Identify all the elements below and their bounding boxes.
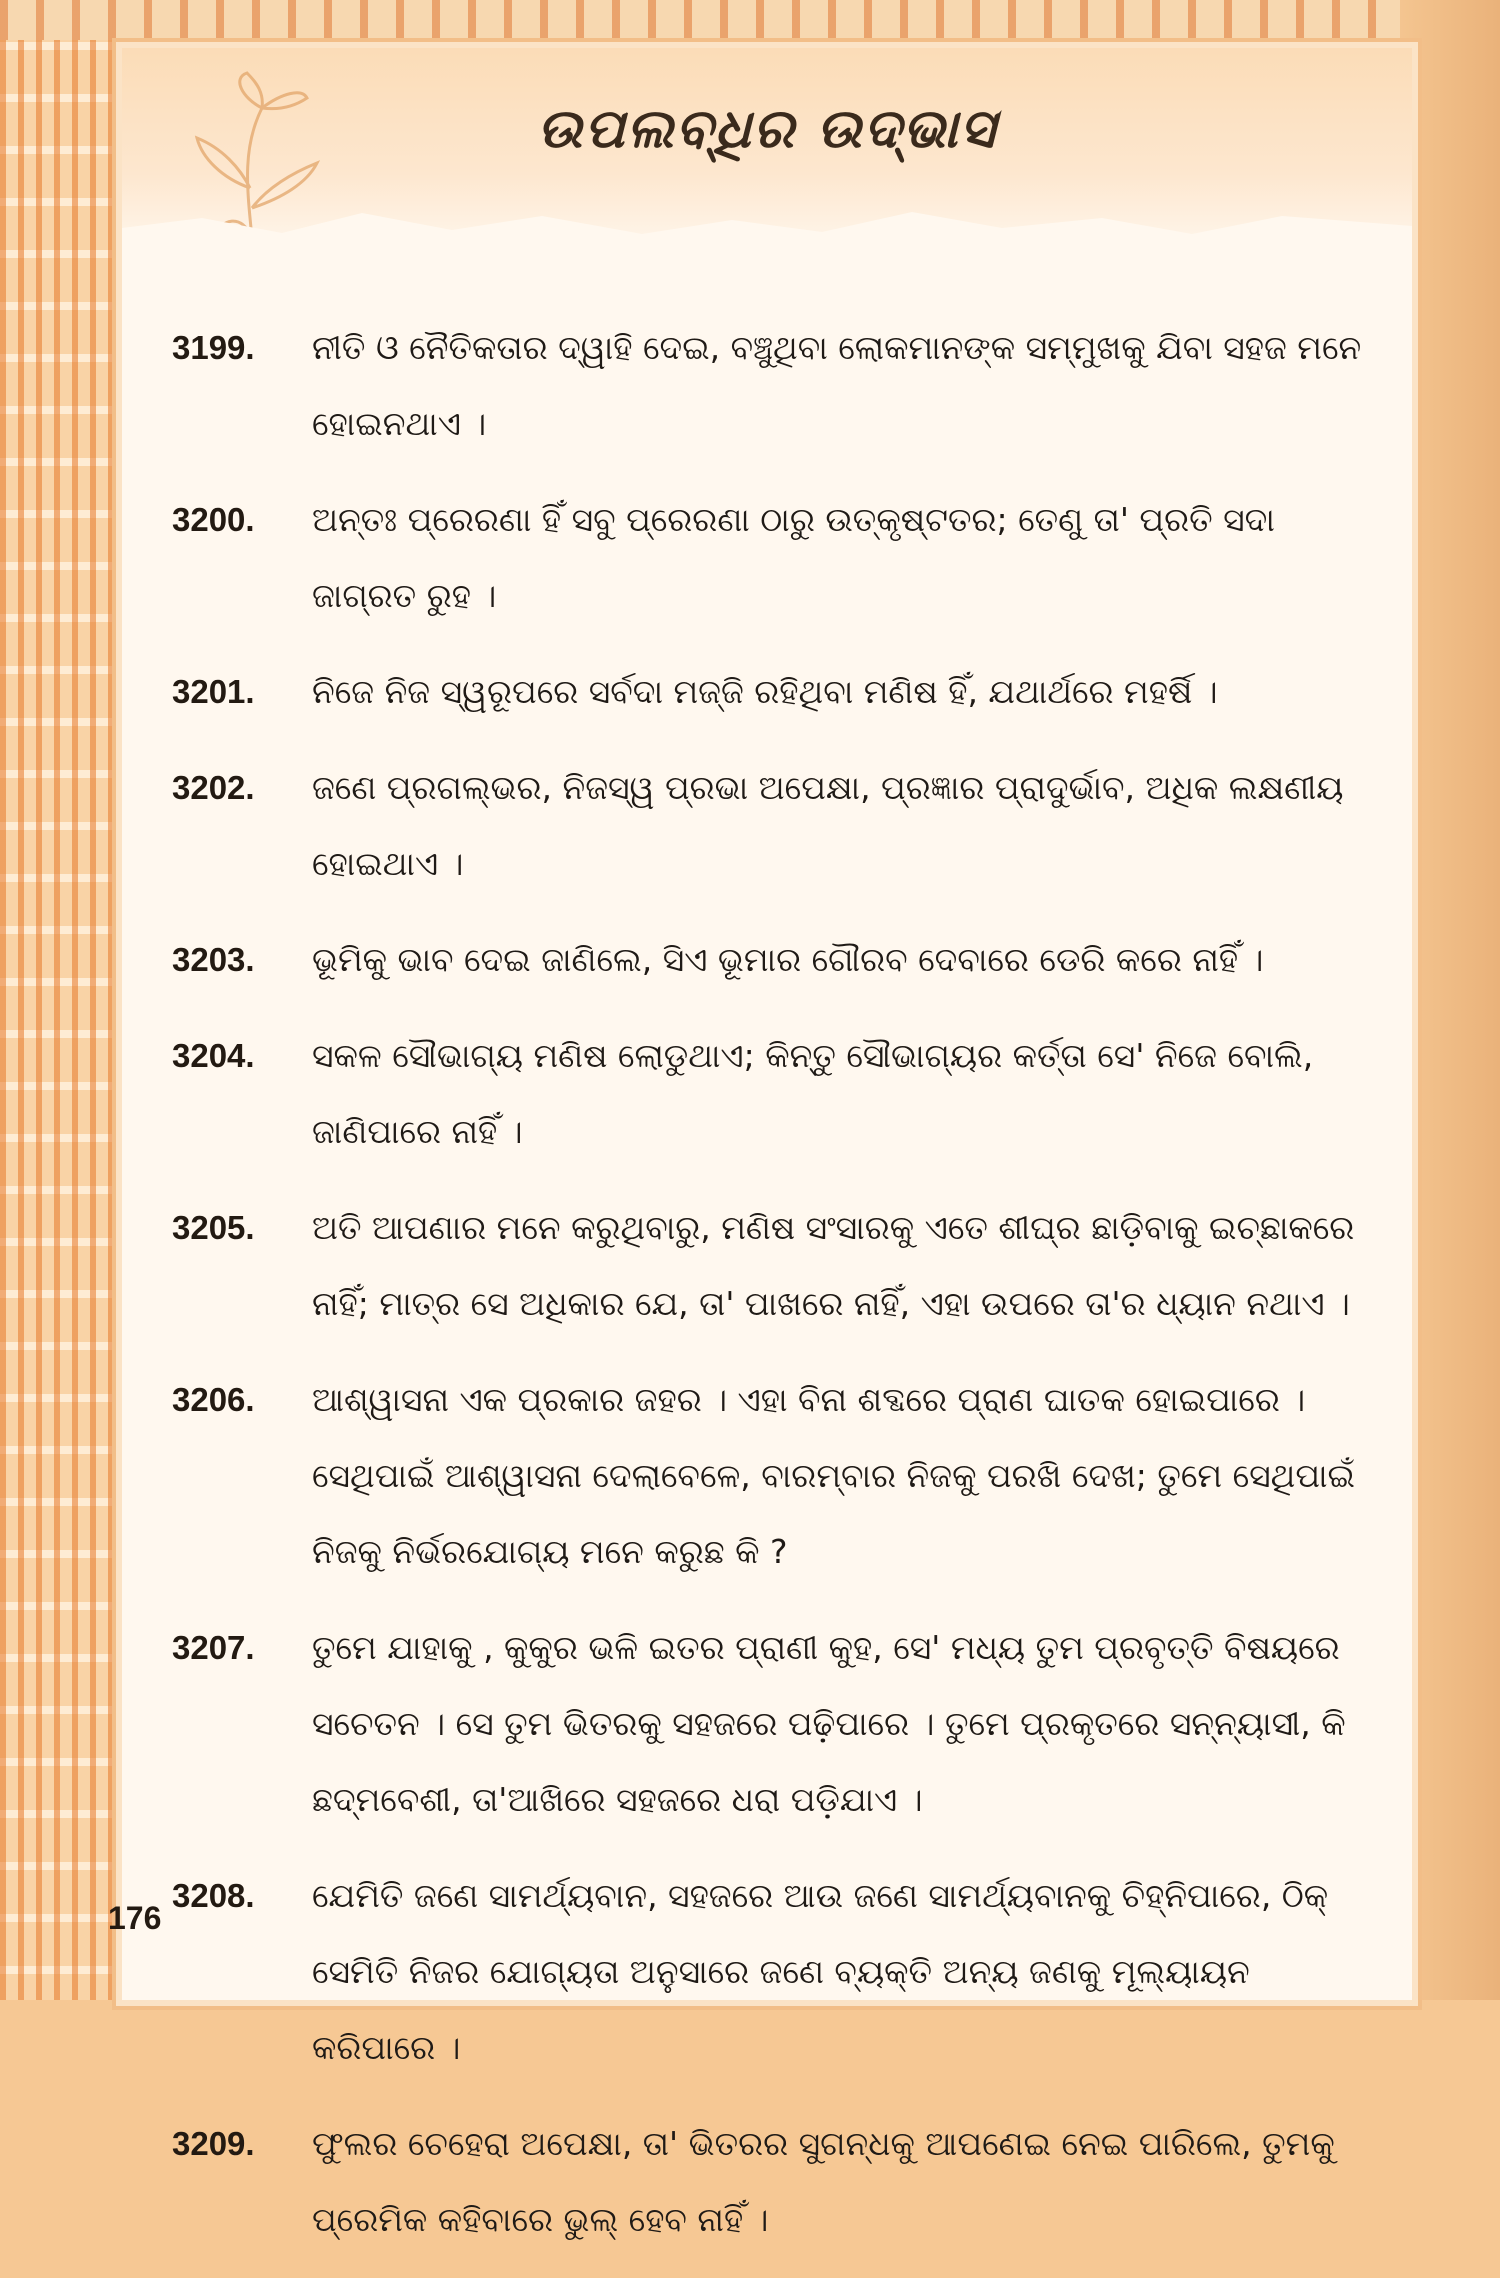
list-item bbox=[172, 922, 1372, 998]
page-title: ଉପଲବ୍ଧିର ଉଦ୍ଭାସ bbox=[537, 96, 997, 160]
list-item bbox=[172, 1858, 1372, 2086]
entry-number: 3201. bbox=[172, 673, 255, 710]
entry-text: ଜଣେ ପ୍ରଗଲ୍ଭର, ନିଜସ୍ୱ ପ୍ରଭା ଅପେକ୍ଷା, ପ୍ରଜ୍ଞାର ପ୍ରାଦୁର୍ଭାବ, ଅଧିକ ଲକ୍ଷଣୀୟ ହୋଇଥାଏ । bbox=[312, 768, 1344, 883]
list-item bbox=[172, 1362, 1372, 1590]
book-page bbox=[122, 48, 1412, 2239]
top-pattern-band bbox=[0, 0, 1500, 40]
entry-number: 3209. bbox=[172, 2125, 255, 2162]
right-page-edge bbox=[1400, 0, 1500, 2000]
entry-number: 3199. bbox=[172, 329, 255, 366]
page-number: 176 bbox=[108, 1900, 162, 1936]
entry-number: 3204. bbox=[172, 1037, 255, 1074]
list-item bbox=[172, 654, 1372, 730]
entry-text: ଆଶ୍ୱାସନା ଏକ ପ୍ରକାର ଜହର । ଏହା ବିନା ଶବ୍ଦରେ ପ୍ରାଣ ଘାତକ ହୋଇପାରେ । ସେଥିପାଇଁ ଆଶ୍ୱାସନା ଦେଲାବେଳେ, ବାରମ୍ବାର ନିଜକୁ ପରଖି ଦେଖ; ତୁମେ ସେଥିପାଇଁ ନିଜକୁ ନିର୍ଭରଯୋଗ୍ୟ ମନେ କରୁଛ କି ? bbox=[312, 1380, 1355, 1571]
entry-text: ଅତି ଆପଣାର ମନେ କରୁଥିବାରୁ, ମଣିଷ ସଂସାରକୁ ଏତେ ଶୀଘ୍ର ଛାଡ଼ିବାକୁ ଇଚ୍ଛାକରେ ନାହିଁ; ମାତ୍ର ସେ ଅଧିକାର ଯେ, ତା' ପାଖରେ ନାହିଁ, ଏହା ଉପରେ ତା'ର ଧ୍ୟାନ ନଥାଏ । bbox=[312, 1208, 1355, 1323]
list-item bbox=[172, 1610, 1372, 1838]
header-mountain-edge bbox=[122, 198, 1412, 268]
entries-list bbox=[172, 310, 1372, 2278]
entry-text: ଯେମିତି ଜଣେ ସାମର୍ଥ୍ୟବାନ, ସହଜରେ ଆଉ ଜଣେ ସାମର୍ଥ୍ୟବାନକୁ ଚିହ୍ନିପାରେ, ଠିକ୍ ସେମିତି ନିଜର ଯୋଗ୍ୟତା ଅନୁସାରେ ଜଣେ ବ୍ୟକ୍ତି ଅନ୍ୟ ଜଣକୁ ମୂଲ୍ୟାୟନ କରିପାରେ । bbox=[312, 1876, 1329, 2067]
entry-number: 3208. bbox=[172, 1877, 255, 1914]
entry-text: ନିଜେ ନିଜ ସ୍ୱରୂପରେ ସର୍ବଦା ମଜ୍ଜି ରହିଥିବା ମଣିଷ ହିଁ, ଯଥାର୍ଥରେ ମହର୍ଷି । bbox=[312, 672, 1218, 711]
list-item bbox=[172, 482, 1372, 634]
entry-number: 3207. bbox=[172, 1629, 255, 1666]
entry-text: ସକଳ ସୌଭାଗ୍ୟ ମଣିଷ ଲୋଡୁଥାଏ; କିନ୍ତୁ ସୌଭାଗ୍ୟର କର୍ତ୍ତା ସେ' ନିଜେ ବୋଲି, ଜାଣିପାରେ ନାହିଁ । bbox=[312, 1036, 1314, 1151]
list-item bbox=[172, 750, 1372, 902]
entry-number: 3200. bbox=[172, 501, 255, 538]
entry-number: 3205. bbox=[172, 1209, 255, 1246]
entry-number: 3203. bbox=[172, 941, 255, 978]
list-item bbox=[172, 1018, 1372, 1170]
entry-text: ତୁମେ ଯାହାକୁ , କୁକୁର ଭଳି ଇତର ପ୍ରାଣୀ କୁହ, ସେ' ମଧ୍ୟ ତୁମ ପ୍ରବୃତ୍ତି ବିଷୟରେ ସଚେତନ । ସେ ତୁମ ଭିତରକୁ ସହଜରେ ପଢ଼ିପାରେ । ତୁମେ ପ୍ରକୃତରେ ସନ୍ନ୍ୟାସୀ, କି ଛଦ୍ମବେଶୀ, ତା'ଆଖିରେ ସହଜରେ ଧରା ପଡ଼ିଯାଏ । bbox=[312, 1628, 1346, 1819]
entry-text: ଅନ୍ତଃ ପ୍ରେରଣା ହିଁ ସବୁ ପ୍ରେରଣା ଠାରୁ ଉତ୍କୃଷ୍ଟତର; ତେଣୁ ତା' ପ୍ରତି ସଦା ଜାଗ୍ରତ ରୁହ । bbox=[312, 500, 1275, 615]
entry-number: 3202. bbox=[172, 769, 255, 806]
entry-text: ଫୁଲର ଚେହେରା ଅପେକ୍ଷା, ତା' ଭିତରର ସୁଗନ୍ଧକୁ ଆପଣେଇ ନେଇ ପାରିଲେ, ତୁମକୁ ପ୍ରେମିକ କହିବାରେ ଭୁଲ୍ ହେବ ନାହିଁ । bbox=[312, 2124, 1335, 2239]
entry-number: 3206. bbox=[172, 1381, 255, 1418]
entry-text: ଭୂମିକୁ ଭାବ ଦେଇ ଜାଣିଲେ, ସିଏ ଭୂମାର ଗୌରବ ଦେବାରେ ଡେରି କରେ ନାହିଁ । bbox=[312, 940, 1264, 979]
page-header bbox=[122, 48, 1412, 258]
list-item bbox=[172, 310, 1372, 462]
entry-text: ନୀତି ଓ ନୈତିକତାର ଦ୍ୱାହି ଦେଇ, ବଞ୍ଚୁଥିବା ଲୋକମାନଙ୍କ ସମ୍ମୁଖକୁ ଯିବା ସହଜ ମନେ ହୋଇନଥାଏ । bbox=[312, 328, 1362, 443]
list-item bbox=[172, 1190, 1372, 1342]
list-item bbox=[172, 2106, 1372, 2258]
